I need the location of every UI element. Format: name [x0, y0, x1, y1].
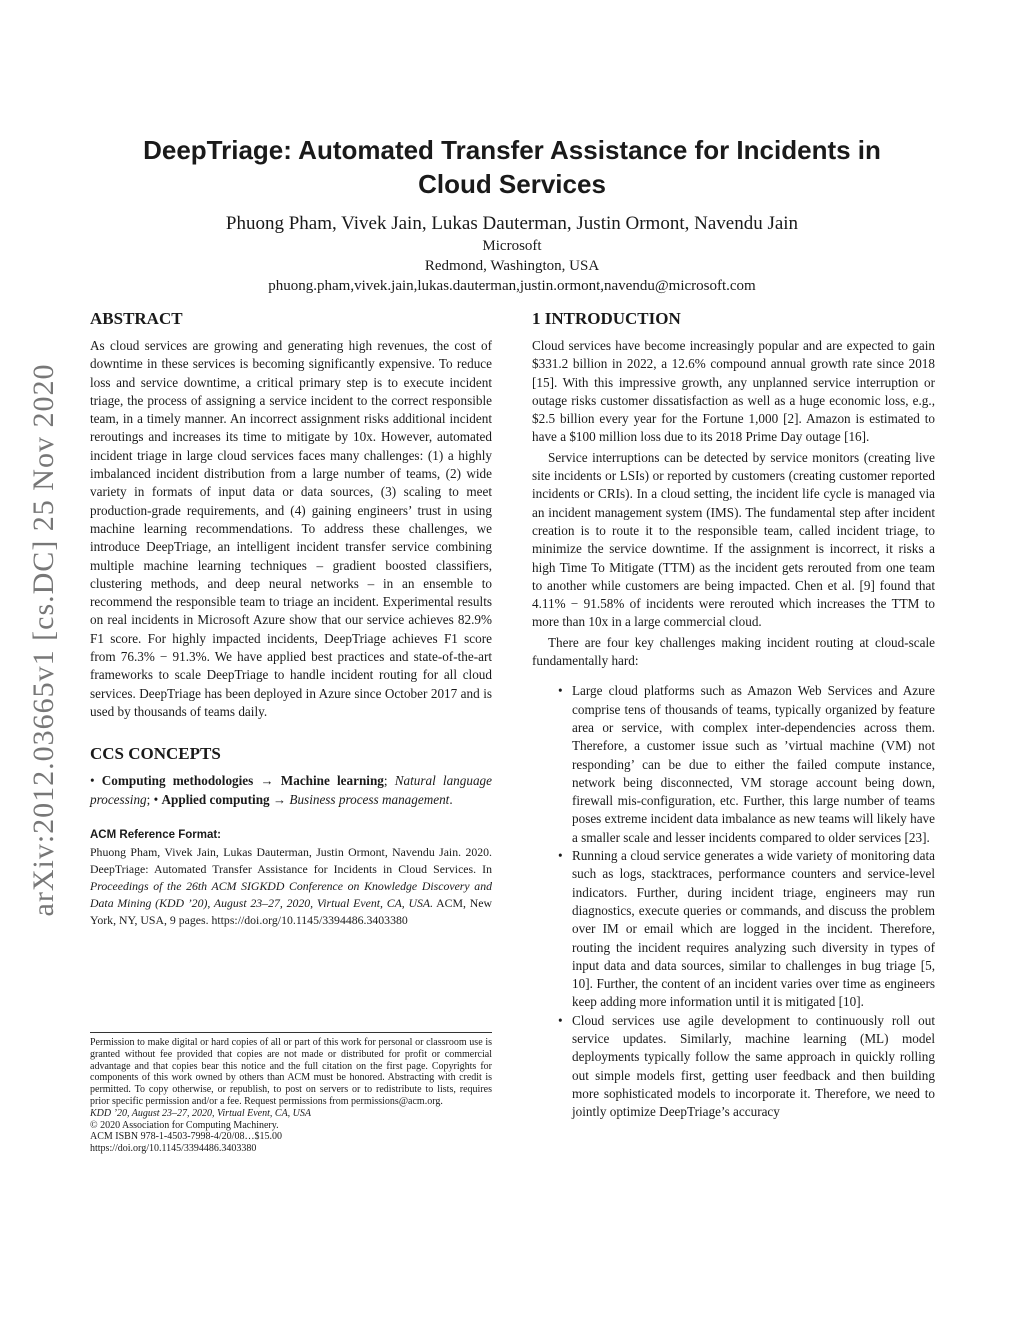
conference-venue — [90, 1108, 492, 1120]
list-item: • Large cloud platforms such as Amazon Web Services and Azure comprise tens of thousands of teams, typically organized by feature area or service, with complex inter-dependencies across them. Therefore, a customer issue such as ’virtual machine (VM) not responding’ can be due to either the failed compute instance, network being disconnected, VM storage account being down, firewall mis-configuration, etc. Further, this large number of teams poses extreme incident data imbalance as new teams will likely have a smaller scale and lesser incidents compared to older services [23]. — [532, 682, 935, 847]
intro-paragraph-1: Cloud services have become increasingly popular and are expected to gain $331.2 billion in 2022, a 12.6% compound annual growth rate since 2018 [15]. With this impressive growth, any unplanned service interruption or outage risks customer dissatisfaction as well as a huge economic loss, e.g., $2.5 billion every year for the Fortune 1,000 [2]. Amazon is estimated to have a $100 million loss due to its 2018 Prime Day outage [16]. — [532, 338, 935, 445]
paper-title-line-1: DeepTriage: Automated Transfer Assistance for Incidents in — [143, 135, 881, 165]
ccs-term: Applied computing — [161, 791, 270, 807]
ccs-separator: ; • — [146, 791, 162, 807]
ccs-term: Natural language processing — [90, 773, 493, 807]
affiliation-block — [90, 236, 934, 296]
author-emails: phuong.pham,vivek.jain,lukas.dauterman,justin.ormont,navendu@microsoft.com — [268, 278, 756, 294]
abstract-text: As cloud services are growing and generating high revenues, the cost of downtime in these services is becoming significantly expensive. To reduce loss and service downtime, a critical primary step is to execute incident triage, the process of assigning a service incident to the correct responsible team, in a timely manner. An incorrect assignment risks additional incident reroutings and increases its time to mitigate by 10x. However, automated incident triage in large cloud services faces many challenges: (1) a highly imbalanced incident distribution from a large number of teams, (2) wide variety in formats of input data or data sources, (3) scaling to meet production-grade requirements, and (4) gaining engineers’ trust in using machine learning recommendations. To address these challenges, we introduce DeepTriage, an intelligent incident transfer service combining multiple machine learning techniques – gradient boosted classifiers, clustering methods, and deep neural networks – in an ensemble to recommend the responsible team to triage an incident. Experimental results on real incidents in Microsoft Azure show that our service achieves 82.9% F1 score. For highly impacted incidents, DeepTriage achieves F1 score from 76.3% − 91.3%. We have applied best practices and state-of-the-art frameworks to scale DeepTriage to handle incident routing for all cloud services. DeepTriage has been deployed in Azure since October 2017 and is used by thousands of teams daily. — [90, 338, 492, 719]
ccs-term: Machine learning — [280, 773, 384, 789]
copyright-notice: © 2020 Association for Computing Machinery. — [90, 1119, 279, 1131]
isbn: ACM ISBN 978-1-4503-7998-4/20/08…$15.00 — [90, 1131, 282, 1143]
paper-title-line-2: Cloud Services — [418, 169, 606, 199]
ccs-separator: ; — [383, 773, 395, 789]
conference-venue-text: KDD ’20, August 23–27, 2020, Virtual Event, CA, USA — [90, 1107, 312, 1119]
ccs-term: Business process management — [289, 791, 450, 807]
ccs-heading: CCS CONCEPTS — [90, 744, 221, 764]
acm-reference-text — [90, 844, 492, 929]
acm-reference-authors: Phuong Pham, Vivek Jain, Lukas Dauterman, Justin Ormont, Navendu Jain. 2020. DeepTriage: Automated Transfer Assistance for Incidents in Cloud Services. In — [90, 844, 492, 876]
arxiv-sidebar — [22, 340, 66, 940]
list-item: • Cloud services use agile development to continuously roll out service updates. Similarly, machine learning (ML) model deployments typically follow the same approach in quickly rolling out simple models first, getting user feedback and then building more sophisticated models to incorporate it. Therefore, we need to jointly optimize DeepTriage’s accuracy — [532, 1012, 935, 1122]
permission-text: Permission to make digital or hard copies of all or part of this work for personal or classroom use is granted without fee provided that copies are not made or distributed for profit or commercial advantage and that copies bear this notice and the full citation on the first page. Copyrights for components of this work owned by others than ACM must be honored. Abstracting with credit is permitted. To copy otherwise, or republish, to post on servers or to redistribute to lists, requires prior specific permission and/or a fee. Request permissions from permissions@acm.org. — [90, 1037, 492, 1107]
ccs-term: Computing methodologies — [101, 773, 254, 789]
abstract-heading: ABSTRACT — [90, 309, 183, 328]
ccs-end: . — [449, 791, 453, 807]
ccs-concepts — [90, 772, 492, 809]
doi-link[interactable]: https://doi.org/10.1145/3394486.3403380 — [90, 1143, 257, 1155]
affiliation-org: Microsoft — [482, 238, 542, 254]
acm-reference-doi: ACM, New York, NY, USA, 9 pages. https://doi.org/10.1145/3394486.3403380 — [90, 895, 493, 927]
introduction-heading: 1 INTRODUCTION — [532, 309, 681, 328]
permission-footnote — [90, 1032, 492, 1155]
acm-reference-venue: Proceedings of the 26th ACM SIGKDD Conference on Knowledge Discovery and Data Mining (KDD ’20), August 23–27, 2020, Virtual Event, CA, USA. — [90, 878, 492, 910]
acm-reference-heading: ACM Reference Format: — [90, 828, 221, 841]
list-item: • Running a cloud service generates a wide variety of monitoring data such as logs, stacktraces, performance counters and service-level indicators. Further, during incident triage, engineers may run diagnostics, execute queries or commands, and discuss the problem over IM or email which are logged in the incident. Therefore, routing the incident requires analyzing such diversity in types of input data and data sources, similar to challenges in bug triage [5, 10]. Further, the content of an incident varies over time as engineers keep adding more information until it is mitigated [10]. — [532, 847, 935, 1012]
arxiv-identifier: arXiv:2012.03665v1 [cs.DC] 25 Nov 2020 — [27, 363, 60, 917]
acm-reference — [90, 829, 492, 929]
author-list: Phuong Pham, Vivek Jain, Lukas Dauterman, Justin Ormont, Navendu Jain — [225, 213, 799, 234]
intro-paragraph-2: Service interruptions can be detected by service monitors (creating live site incidents or LSIs) or reported by customers (creating customer reported incidents or CRIs). In a cloud setting, the incident life cycle is managed via an incident management system (IMS). The fundamental step after incident creation is to route it to the responsible team, called incident triage, to minimize the service downtime. If the assignment is incorrect, it risks a high Time To Mitigate (TTM) as the incident gets rerouted from one team to another while customers are being impacted. Chen et al. [9] found that 4.11% − 91.58% of incidents were rerouted which increases the TTM to more than 10x in a large commercial cloud. — [532, 449, 935, 630]
left-column — [90, 308, 492, 929]
affiliation-location: Redmond, Washington, USA — [424, 258, 600, 274]
ccs-arrow: → — [269, 791, 290, 807]
ccs-bullet: • — [90, 773, 102, 789]
ccs-arrow: → — [253, 773, 281, 789]
right-column — [532, 308, 935, 1121]
challenge-list — [532, 682, 935, 1121]
intro-paragraph-3: There are four key challenges making incident routing at cloud-scale fundamentally hard: — [532, 634, 935, 669]
paper-title — [90, 133, 934, 201]
